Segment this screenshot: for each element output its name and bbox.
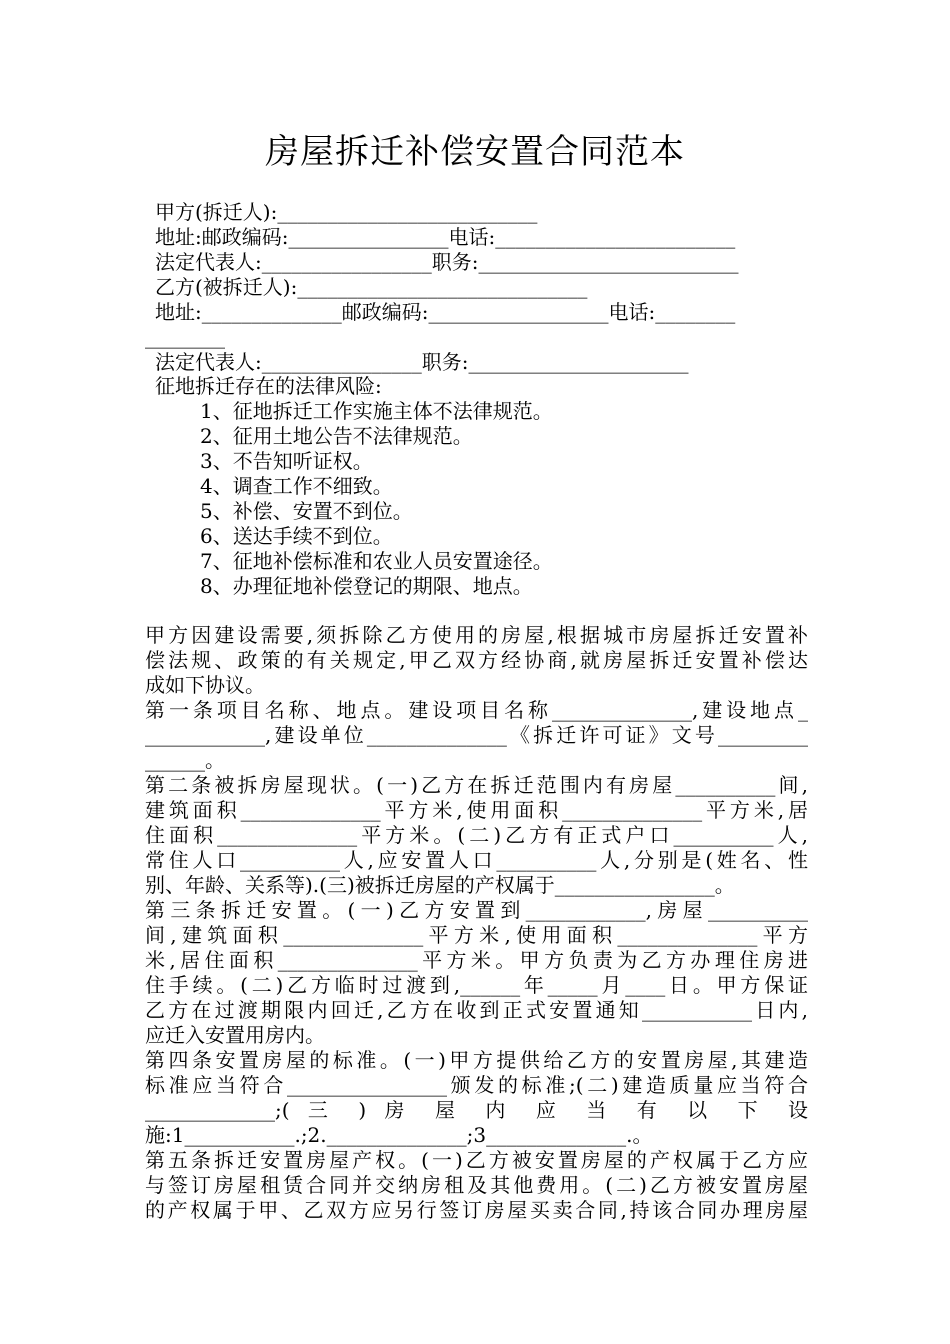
party-a-line: 甲方(拆迁人):__________________________ bbox=[155, 200, 538, 224]
document-title: 房屋拆迁补偿安置合同范本 bbox=[265, 132, 685, 172]
body-line: ______。 bbox=[145, 748, 225, 772]
body-line: 常住人口__________人,应安置人口__________人,分别是(姓名、性 bbox=[145, 848, 808, 872]
risk-item: 1、征地拆迁工作实施主体不法律规范。 bbox=[200, 399, 553, 423]
body-line: 第五条拆迁安置房屋产权。(一)乙方被安置房屋的产权属于乙方应 bbox=[145, 1148, 808, 1172]
risk-item: 6、送达手续不到位。 bbox=[200, 524, 393, 548]
body-line: 住面积______________平方米。(二)乙方有正式户口__________人, bbox=[145, 823, 808, 847]
risk-item: 8、办理征地补偿登记的期限、地点。 bbox=[200, 574, 533, 598]
body-line: 甲方因建设需要,须拆除乙方使用的房屋,根据城市房屋拆迁安置补 bbox=[145, 623, 808, 647]
party-b-address-line: 地址:______________邮政编码:__________________电话:________ bbox=[155, 300, 736, 324]
body-line: 建筑面积______________平方米,使用面积______________平方米,居 bbox=[145, 798, 808, 822]
body-line: 间,建筑面积______________平方米,使用面积______________平方 bbox=[145, 923, 808, 947]
risk-item: 3、不告知听证权。 bbox=[200, 449, 373, 473]
body-line: 应迁入安置用房内。 bbox=[145, 1023, 325, 1047]
party-b-line: 乙方(被拆迁人):_____________________________ bbox=[155, 275, 588, 299]
body-line: ____________,建设单位______________《拆迁许可证》文号_________ bbox=[145, 723, 808, 747]
risk-item: 5、补偿、安置不到位。 bbox=[200, 499, 413, 523]
body-line: 偿法规、政策的有关规定,甲乙双方经协商,就房屋拆迁安置补偿达 bbox=[145, 648, 808, 672]
body-line: 第一条项目名称、地点。建设项目名称______________,建设地点_ bbox=[145, 698, 808, 722]
risk-item: 2、征用土地公告不法律规范。 bbox=[200, 424, 473, 448]
body-line: 标准应当符合________________颁发的标准;(二)建造质量应当符合 bbox=[145, 1073, 808, 1097]
body-line: 乙方在过渡期限内回迁,乙方在收到正式安置通知___________日内, bbox=[145, 998, 808, 1022]
body-line: _____________;( 三 ) 房 屋 内 应 当 有 以 下 设 bbox=[145, 1098, 808, 1122]
body-line: 与签订房屋租赁合同并交纳房租及其他费用。(二)乙方被安置房屋 bbox=[145, 1173, 808, 1197]
body-line: 住手续。(二)乙方临时过渡到,______年_____月____日。甲方保证 bbox=[145, 973, 808, 997]
party-a-address-line: 地址:邮政编码:________________电话:________________________ bbox=[155, 225, 736, 249]
body-line: 的产权属于甲、乙双方应另行签订房屋买卖合同,持该合同办理房屋 bbox=[145, 1198, 808, 1222]
legal-risk-heading: 征地拆迁存在的法律风险: bbox=[155, 374, 382, 398]
body-line: 施:1___________.;2.______________;3______________.。 bbox=[145, 1123, 653, 1147]
body-line: 第三条拆迁安置。(一)乙方安置到____________,房屋__________ bbox=[145, 898, 808, 922]
party-a-representative-line: 法定代表人:_________________职务:__________________________ bbox=[155, 250, 739, 274]
risk-item: 7、征地补偿标准和农业人员安置途径。 bbox=[200, 549, 553, 573]
risk-item: 4、调查工作不细致。 bbox=[200, 474, 393, 498]
body-line: 成如下协议。 bbox=[145, 673, 265, 697]
body-line: 第四条安置房屋的标准。(一)甲方提供给乙方的安置房屋,其建造 bbox=[145, 1048, 808, 1072]
body-line: 米,居住面积______________平方米。甲方负责为乙方办理住房进 bbox=[145, 948, 808, 972]
party-b-address-continuation: ________ bbox=[145, 325, 225, 349]
party-b-representative-line: 法定代表人:________________职务:______________________ bbox=[155, 350, 689, 374]
body-line: 第二条被拆房屋现状。(一)乙方在拆迁范围内有房屋__________间, bbox=[145, 773, 808, 797]
body-line: 别、年龄、关系等).(三)被拆迁房屋的产权属于________________。 bbox=[145, 873, 735, 897]
